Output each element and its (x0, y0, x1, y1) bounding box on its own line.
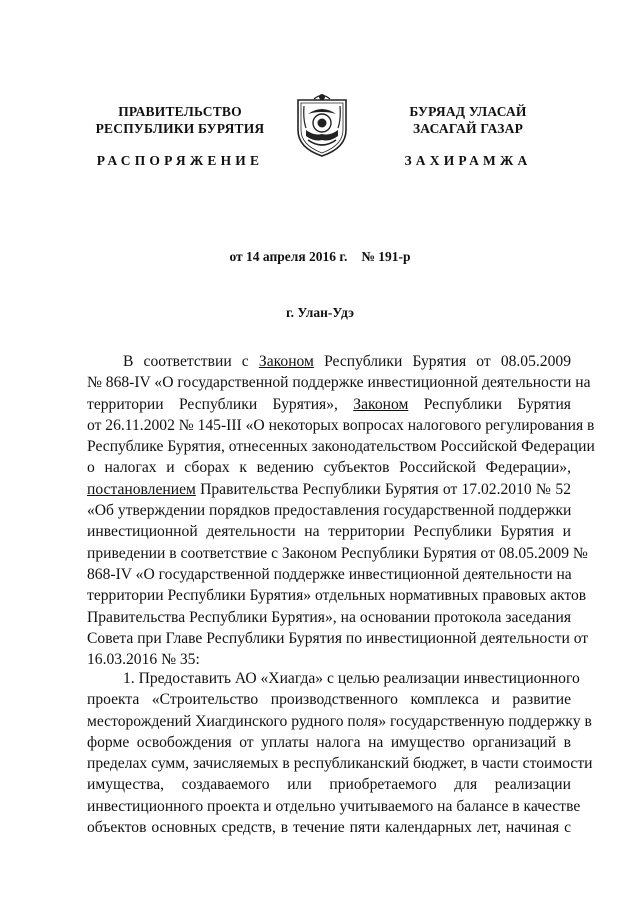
text-line: территории Республики Бурятия» отдельных нормативных правовых актов (87, 587, 587, 605)
header-right-line2: ЗАСАГАЙ ГАЗАР (412, 121, 524, 136)
document-city: г. Улан-Удэ (286, 305, 354, 320)
text-line: от 26.11.2002 № 145-III «О некоторых вопросах налогового регулирования в (87, 416, 595, 434)
document-date: от 14 апреля 2016 г. (229, 249, 348, 264)
text-line: форме освобождения от уплаты налога на имущество организаций в (87, 733, 571, 751)
text-line: Республике Бурятия, отнесенных законодательством Российской Федерации (87, 438, 595, 456)
header-left (80, 103, 280, 137)
text-line: 868-IV «О государственной поддержке инвестиционной деятельности на (87, 565, 572, 583)
text-line: пределах сумм, зачисляемых в республиканский бюджет, в части стоимости (87, 755, 593, 773)
text-line: 1. Предоставить АО «Хиагда» с целью реализации инвестиционного (123, 670, 580, 687)
text-line: месторождений Хиагдинского рудного поля» государственную поддержку в (87, 712, 592, 730)
text-line: о налогах и сборах к ведению субъектов Российской Федерации», (87, 459, 571, 477)
resolution-link[interactable]: постановлением (87, 480, 196, 498)
document-number: № 191-р (361, 249, 411, 264)
text-line: инвестиционной деятельности на территории Республики Бурятия и (87, 523, 571, 541)
text-line: В соответствии с Законом Республики Бурятия от 08.05.2009 (123, 353, 571, 370)
text-line: № 868-IV «О государственной поддержке инвестиционной деятельности на (87, 374, 591, 392)
law-link[interactable]: Законом (353, 395, 409, 413)
coat-of-arms-icon (294, 90, 350, 158)
text-line: постановлением Правительства Республики Бурятия от 17.02.2010 № 52 (87, 480, 571, 498)
paragraph-preamble (87, 351, 595, 670)
doc-type-left: РАСПОРЯЖЕНИЕ (96, 153, 264, 168)
law-link[interactable]: Законом (258, 353, 314, 370)
text-line: 16.03.2016 № 35: (87, 651, 200, 669)
header-left-line2: РЕСПУБЛИКИ БУРЯТИЯ (95, 121, 265, 136)
text-line: территории Республики Бурятия», Законом Республики Бурятия (87, 395, 571, 413)
text-line: «Об утверждении порядков предоставления государственной поддержки (87, 502, 572, 520)
text-line: имущества, создаваемого или приобретаемого для реализации (87, 776, 571, 794)
header-left-line1: ПРАВИТЕЛЬСТВО (118, 104, 242, 119)
paragraph-item-1 (87, 668, 593, 838)
text-line: проекта «Строительство производственного комплекса и развитие (87, 691, 571, 709)
text-line: инвестиционного проекта и отдельно учитываемого на балансе в качестве (87, 797, 581, 815)
text-line: объектов основных средств, в течение пяти календарных лет, начиная с (87, 819, 571, 837)
text-line: Правительства Республики Бурятия», на основании протокола заседания (87, 608, 571, 626)
text-line: Совета при Главе Республики Бурятия по инвестиционной деятельности от (87, 629, 589, 647)
header-right-line1: БУРЯАД УЛАСАЙ (409, 104, 527, 119)
text-line: приведении в соответствие с Законом Республики Бурятия от 08.05.2009 № (87, 544, 588, 562)
header-right (368, 103, 568, 137)
doc-type-right: ЗАХИРАМЖА (404, 153, 532, 168)
date-number-line (0, 249, 640, 265)
